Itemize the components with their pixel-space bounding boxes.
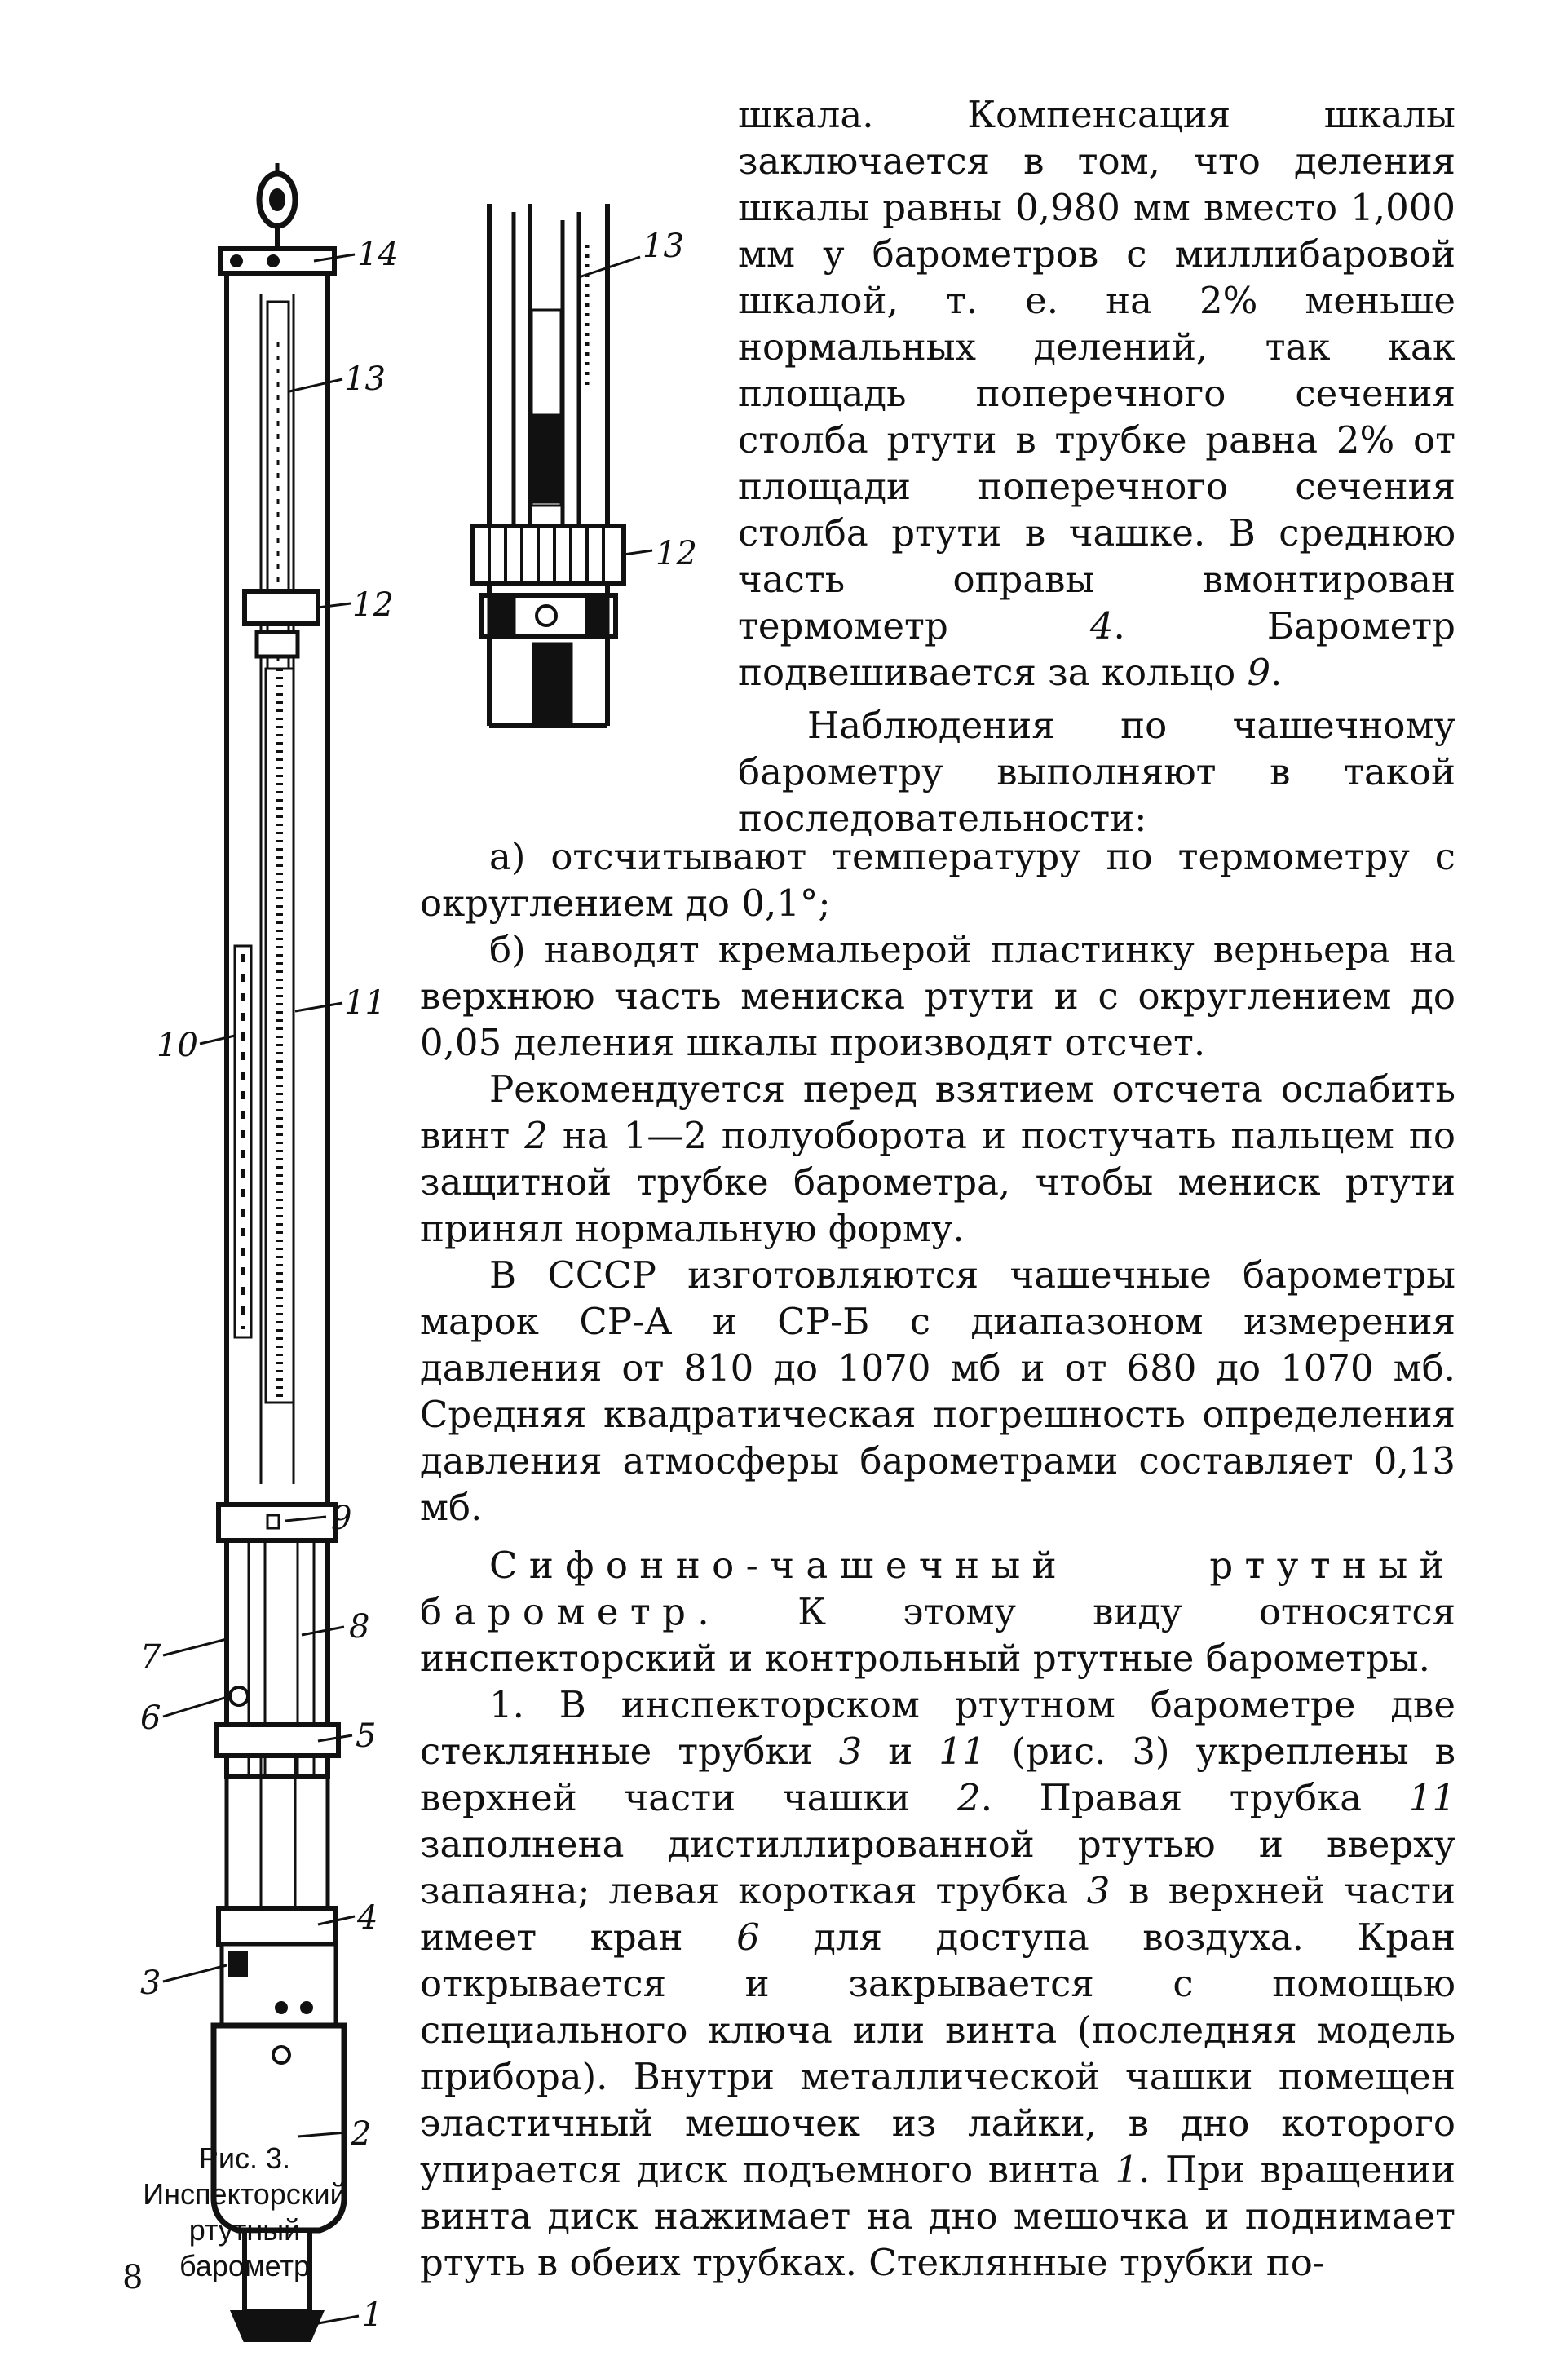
figure-caption: Рис. 3. Инспекторский ртутный барометр (143, 2141, 347, 2282)
label-4: 4 (357, 1899, 378, 1937)
label-9: 9 (331, 1500, 352, 1537)
paragraph-6: В СССР изготовляются чашечные барометры марок СР-А и СР-Б с диапазоном измерения давления от 810 до 1070 мб и от 680 до 1070 мб. Средняя квадратическая погрешность определения давления атмосферы барометрами составляет 0,13 мб. (420, 1253, 1455, 1529)
label-8: 8 (349, 1608, 370, 1646)
text-column-upper (738, 91, 1455, 842)
label-10: 10 (157, 1027, 198, 1064)
label-13: 13 (344, 360, 386, 398)
paragraph-3: а) отсчитывают температуру по термометру с округлением до 0,1°; (420, 835, 1455, 925)
detail-label-13: 13 (643, 228, 684, 265)
page-number: 8 (122, 2259, 144, 2296)
label-1: 1 (362, 2296, 383, 2334)
paragraph-8: 1. В инспекторском ртутном барометре две стеклянные трубки 3 и 11 (рис. 3) укреплены в верхней части чашки 2. Правая трубка 11 заполнена дистиллированной ртутью и вверху запаяна; левая короткая трубка 3 в верхней части имеет кран 6 для доступа воздуха. Кран открывается и закрывается с помощью специального ключа или винта (последняя модель прибора). Внутри металлической чашки помещен эластичный мешочек из лайки, в дно которого упирается диск подъемного винта 1. При вращении винта диск нажимает на дно мешочка и поднимает ртуть в обеих трубках. Стеклянные трубки по- (420, 1683, 1456, 2284)
text-column-main (420, 833, 1455, 2286)
label-3: 3 (140, 1964, 161, 2002)
paragraph-5: Рекомендуется перед взятием отсчета ослабить винт 2 на 1—2 полуоборота и постучать пальцем по защитной трубке барометра, чтобы мениск ртути принял нормальную форму. (420, 1067, 1455, 1250)
paragraph-7: Сифонно-чашечный ртутный барометр. К этому виду относятся инспекторский и контрольный ртутные барометры. (420, 1544, 1455, 1680)
label-6: 6 (140, 1699, 161, 1737)
label-14: 14 (357, 236, 399, 273)
section-title: Сифонно-чашечный ртутный барометр. (420, 1544, 1455, 1633)
label-5: 5 (356, 1717, 377, 1755)
paragraph-1: шкала. Компенсация шкалы заключается в том, что деления шкалы равны 0,980 мм вместо 1,000 мм у барометров с миллибаровой шкалой, т. е. на 2% меньше нормальных делений, так как площадь поперечного сечения столба ртути в трубке равна 2% от площади поперечного сечения столба ртути в чашке. В среднюю часть оправы вмонтирован термометр 4. Барометр подвешивается за кольцо 9. (738, 93, 1455, 694)
label-7: 7 (140, 1638, 161, 1676)
tap-6 (230, 1687, 248, 1705)
paragraph-4: б) наводят кремальерой пластинку верньера на верхнюю часть мениска ртути и с округлением до 0,05 деления шкалы производят отсчет. (420, 928, 1455, 1064)
vernier-detail-figure (457, 188, 701, 758)
detail-label-12: 12 (656, 535, 697, 572)
thermometer-10 (235, 946, 251, 1337)
ring-4 (219, 1908, 336, 1944)
vernier-ring (245, 591, 318, 624)
paragraph-2: Наблюдения по чашечному барометру выполняют в такой последовательности: (738, 704, 1455, 840)
label-2: 2 (351, 2115, 372, 2153)
label-11: 11 (344, 984, 386, 1022)
vernier-ring-detail (473, 526, 624, 583)
label-12: 12 (352, 586, 394, 624)
